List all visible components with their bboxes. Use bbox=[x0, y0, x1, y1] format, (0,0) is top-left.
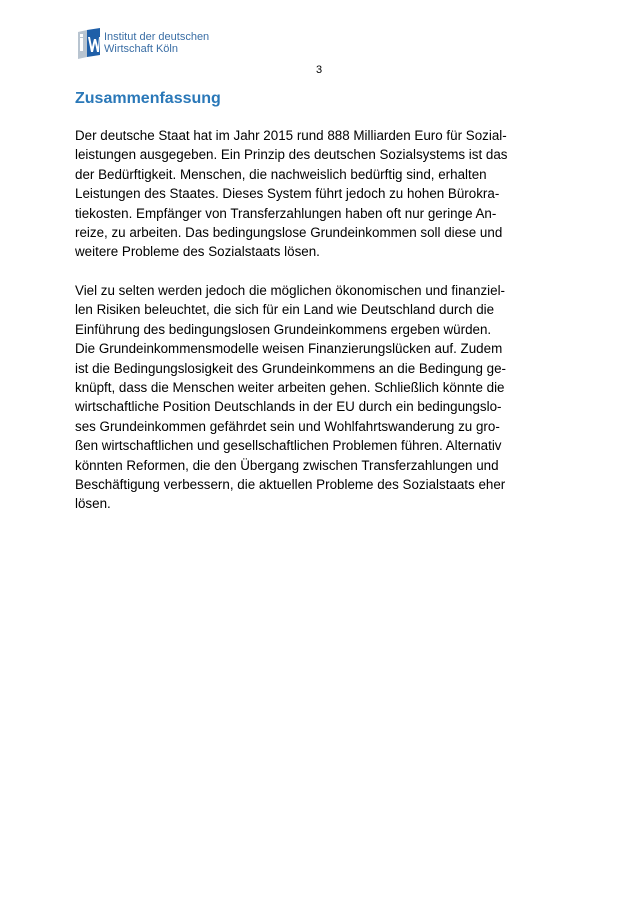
section-title: Zusammenfassung bbox=[75, 90, 221, 107]
text-line: ßen wirtschaftlichen und gesellschaftlichen Problemen führen. Alternativ bbox=[75, 438, 502, 454]
text-line: könnten Reformen, die den Übergang zwischen Transferzahlungen und bbox=[75, 457, 499, 473]
paragraph-2 bbox=[75, 281, 506, 514]
text-line: knüpft, dass die Menschen weiter arbeiten gehen. Schließlich könnte die bbox=[75, 380, 505, 396]
iw-logo bbox=[76, 28, 216, 64]
text-line: Die Grundeinkommensmodelle weisen Finanzierungslücken auf. Zudem bbox=[75, 341, 503, 357]
text-line: Leistungen des Staates. Dieses System führt jedoch zu hohen Bürokra- bbox=[75, 186, 500, 202]
text-line: Beschäftigung verbessern, die aktuellen Probleme des Sozialstaats eher bbox=[75, 477, 506, 493]
logo-line-2: Wirtschaft Köln bbox=[104, 43, 178, 55]
logo-line-1: Institut der deutschen bbox=[104, 31, 210, 43]
paragraph-1 bbox=[75, 126, 507, 262]
text-line: leistungen ausgegeben. Ein Prinzip des deutschen Sozialsystems ist das bbox=[75, 147, 508, 163]
text-line: lösen. bbox=[75, 496, 111, 512]
text-line: ses Grundeinkommen gefährdet sein und Wohlfahrtswanderung zu gro- bbox=[75, 418, 500, 434]
text-line: Viel zu selten werden jedoch die möglichen ökonomischen und finanziel- bbox=[75, 283, 506, 298]
page-number: 3 bbox=[315, 64, 323, 76]
text-line: tiekosten. Empfänger von Transferzahlungen haben oft nur geringe An- bbox=[75, 205, 497, 221]
text-line: Einführung des bedingungslosen Grundeinkommens ergeben würden. bbox=[75, 321, 492, 337]
text-line: der Bedürftigkeit. Menschen, die nachweislich bedürftig sind, erhalten bbox=[75, 166, 487, 182]
text-line: len Risiken beleuchtet, die sich für ein Land wie Deutschland durch die bbox=[75, 302, 495, 318]
logo-text bbox=[104, 31, 209, 55]
text-line: wirtschaftliche Position Deutschlands in der EU durch ein bedingungslo- bbox=[75, 399, 502, 415]
text-line: weitere Probleme des Sozialstaats lösen. bbox=[75, 244, 320, 260]
text-line: Der deutsche Staat hat im Jahr 2015 rund 888 Milliarden Euro für Sozial- bbox=[75, 128, 507, 143]
text-line: reize, zu arbeiten. Das bedingungslose Grundeinkommen soll diese und bbox=[75, 225, 503, 241]
text-line: ist die Bedingungslosigkeit des Grundeinkommens an die Bedingung ge- bbox=[75, 360, 507, 376]
iw-logo-icon bbox=[76, 28, 102, 60]
